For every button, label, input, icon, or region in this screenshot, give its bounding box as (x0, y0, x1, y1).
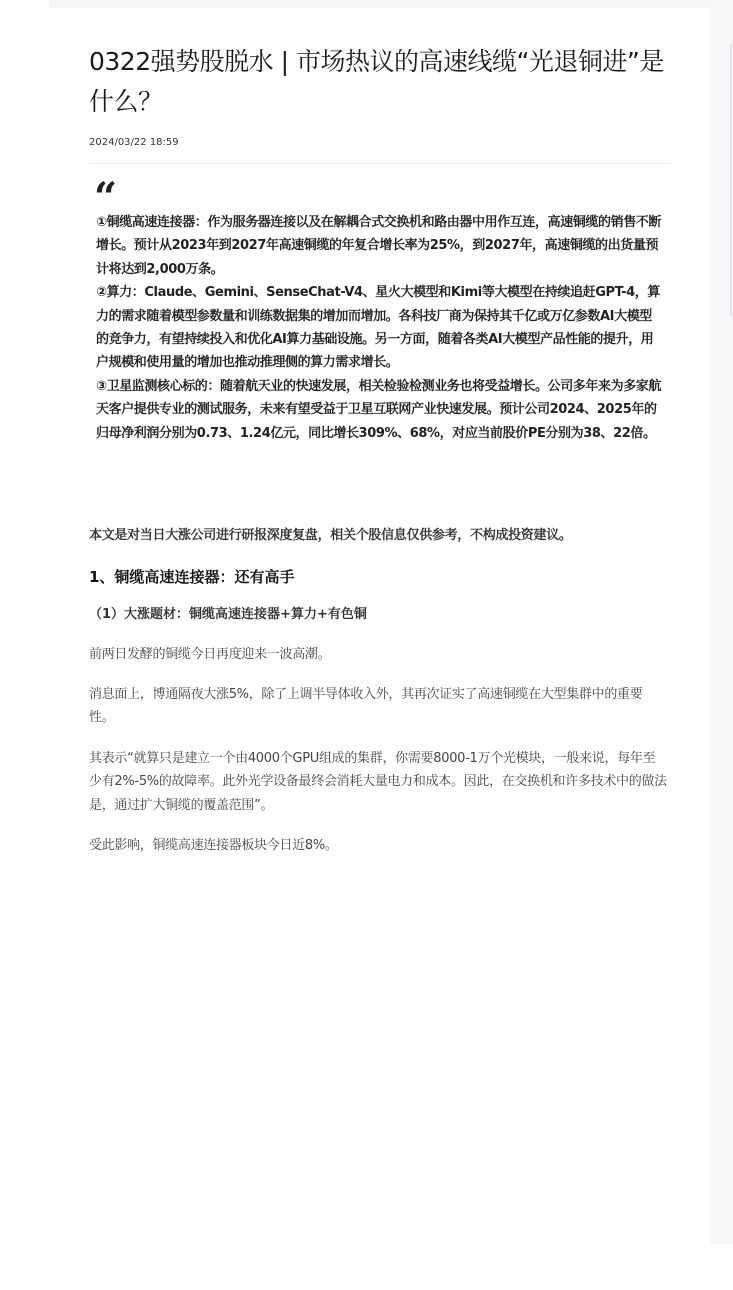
summary-point-2: ②算力：Claude、Gemini、SenseChat-V4、星火大模型和Kimi等大模型在持续追赶GPT-4，算力的需求随着模型参数量和训练数据集的增加而增加。各科技厂商为保持其千亿或万亿参数AI大模型的竞争力，有望持续投入和优化AI算力基础设施。另一方面，随着各类AI大模型产品性能的提升，用户规模和使用量的增加也推动推理侧的算力需求增长。 (96, 285, 661, 371)
top-strip (49, 0, 710, 8)
right-gutter (710, 0, 733, 1244)
publish-date: 2024/03/22 18:59 (89, 137, 179, 148)
summary-quote-block (96, 211, 661, 445)
summary-point-1: ①铜缆高速连接器：作为服务器连接以及在解耦合式交换机和路由器中用作互连，高速铜缆的销售不断增长。预计从2023年到2027年高速铜缆的年复合增长率为25%，到2027年，高速铜缆的出货量预计将达到2,000万条。 (96, 215, 662, 277)
body-paragraph: 受此影响，铜缆高速连接器板块今日近8%。 (89, 838, 338, 853)
article-title: 0322强势股脱水 | 市场热议的高速线缆“光退铜进”是什么？ (89, 47, 664, 116)
subsection-heading: （1）大涨题材：铜缆高速连接器+算力+有色铜 (89, 607, 367, 622)
disclaimer-text: 本文是对当日大涨公司进行研报深度复盘，相关个股信息仅供参考，不构成投资建议。 (89, 528, 572, 543)
title-divider (89, 163, 671, 164)
body-paragraph: 消息面上，博通隔夜大涨5%，除了上调半导体收入外，其再次证实了高速铜缆在大型集群中的重要性。 (89, 687, 643, 726)
section-heading: 1、铜缆高速连接器：还有高手 (89, 568, 295, 586)
scrollbar-edge (730, 44, 732, 316)
body-paragraph: 其表示“就算只是建立一个由4000个GPU组成的集群，你需要8000-1万个光模块，一般来说，每年至少有2%-5%的故障率。此外光学设备最终会消耗大量电力和成本。因此，在交换机和许多技术中的做法是，通过扩大铜缆的覆盖范围”。 (89, 751, 667, 813)
summary-point-3: ③卫星监测核心标的：随着航天业的快速发展，相关检验检测业务也将受益增长。公司多年来为多家航天客户提供专业的测试服务，未来有望受益于卫星互联网产业快速发展。预计公司2024、2025年的归母净利润分别为0.73、1.24亿元，同比增长309%、68%，对应当前股价PE分别为38、22倍。 (96, 378, 662, 441)
body-paragraph: 前两日发酵的铜缆今日再度迎来一波高潮。 (89, 647, 331, 662)
quote-mark-icon: “ (94, 178, 118, 208)
article-card (49, 8, 710, 1244)
